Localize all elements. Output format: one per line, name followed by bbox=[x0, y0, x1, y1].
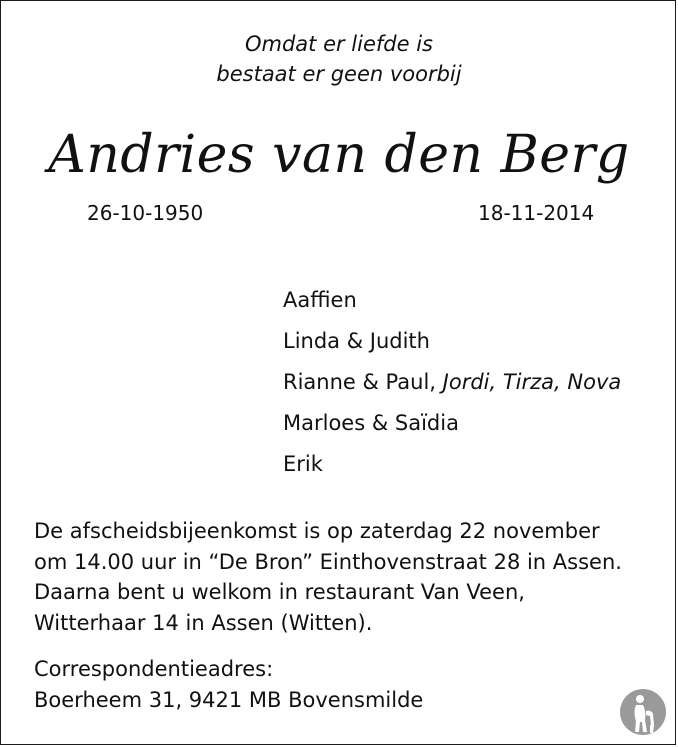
family-names: Rianne & Paul, bbox=[283, 370, 443, 394]
family-names: Erik bbox=[283, 452, 323, 476]
family-line bbox=[283, 408, 621, 449]
family-line bbox=[283, 367, 621, 408]
family-list bbox=[283, 285, 621, 490]
birth-date: 26-10-1950 bbox=[87, 201, 204, 225]
correspondence-address bbox=[34, 654, 423, 715]
correspondence-address-line: Boerheem 31, 9421 MB Bovensmilde bbox=[34, 687, 424, 712]
motto-line-2: bestaat er geen voorbij bbox=[216, 62, 462, 86]
correspondence-label: Correspondentieadres: bbox=[34, 657, 274, 681]
ceremony-details bbox=[34, 516, 622, 638]
family-names: Aaffien bbox=[283, 288, 357, 312]
family-children: Jordi, Tirza, Nova bbox=[442, 370, 622, 394]
memorial-figure-icon bbox=[619, 687, 667, 737]
motto bbox=[1, 29, 677, 89]
ceremony-line-3: Daarna bent u welkom in restaurant Van Veen, bbox=[34, 580, 525, 604]
motto-line-1: Omdat er liefde is bbox=[244, 32, 433, 56]
family-names: Linda & Judith bbox=[283, 329, 430, 353]
family-line bbox=[283, 285, 621, 326]
ceremony-line-2: om 14.00 uur in “De Bron” Einthovenstraat 28 in Assen. bbox=[34, 549, 622, 574]
deceased-name: Andries van den Berg bbox=[48, 125, 630, 185]
ceremony-line-4: Witterhaar 14 in Assen (Witten). bbox=[34, 610, 373, 635]
family-line bbox=[283, 326, 621, 367]
ceremony-line-1: De afscheidsbijeenkomst is op zaterdag 22 november bbox=[34, 519, 600, 543]
death-date: 18-11-2014 bbox=[478, 201, 595, 225]
family-line bbox=[283, 449, 621, 490]
family-names: Marloes & Saïdia bbox=[283, 411, 459, 435]
